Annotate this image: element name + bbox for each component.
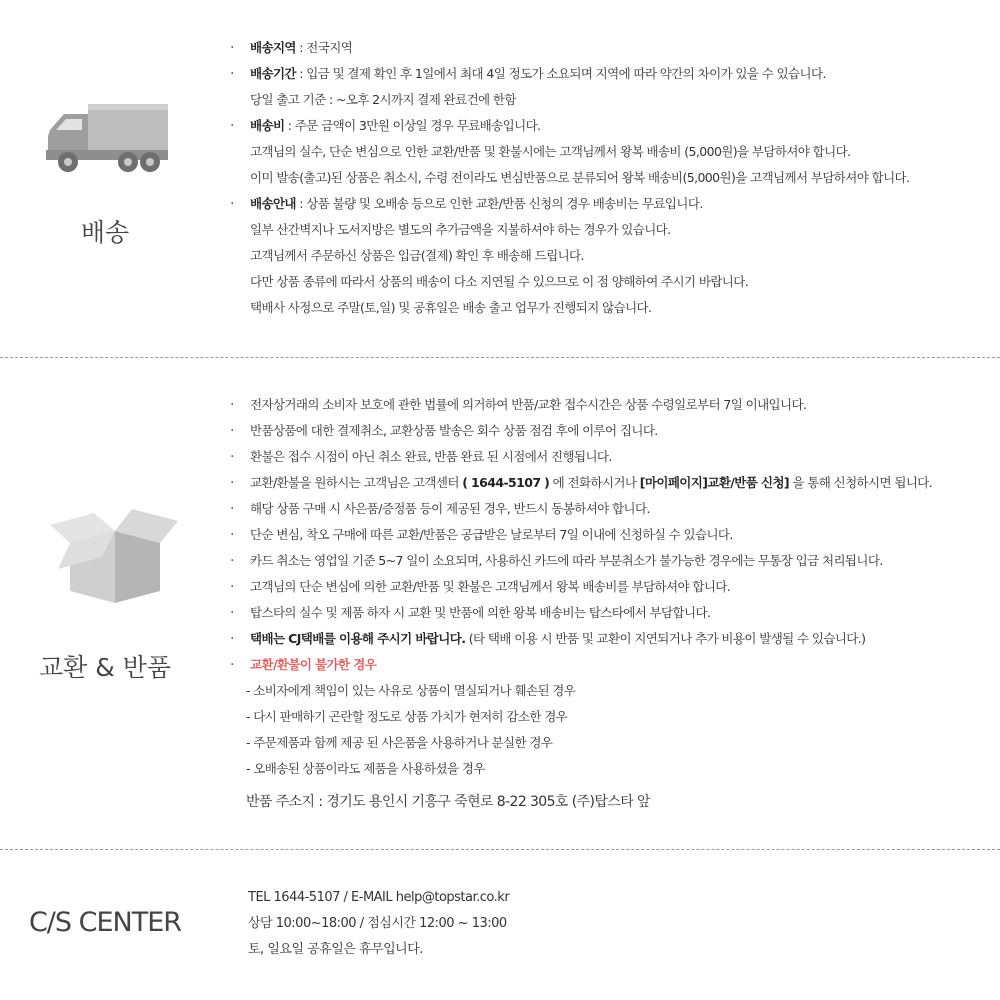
list-item: · 반품상품에 대한 결제취소, 교환상품 발송은 회수 상품 점검 후에 이루어 집니다. [230,418,980,444]
cs-hours: 상담 10:00~18:00 / 점심시간 12:00 ~ 13:00 [248,916,507,931]
list-item: - 주문제품과 함께 제공 된 사은품을 사용하거나 분실한 경우 [246,735,553,750]
cs-info-list [248,885,509,963]
list-item: · 배송안내 : 상품 불량 및 오배송 등으로 인한 교환/반품 신청의 경우 배송비는 무료입니다. [230,191,980,217]
delivery-list [230,35,980,321]
list-item: · 배송비 : 주문 금액이 3만원 이상일 경우 무료배송입니다. [230,113,980,139]
cs-section [0,849,1000,1000]
list-item: · 배송지역 : 전국지역 [230,35,980,61]
list-item: 다만 상품 종류에 따라서 상품의 배송이 다소 지연될 수 있으므로 이 점 양해하여 주시기 바랍니다. [250,274,749,289]
list-item: · 배송기간 : 입금 및 결제 확인 후 1일에서 최대 4일 정도가 소요되며 지역에 따라 약간의 차이가 있을 수 있습니다. [230,61,980,87]
list-item: · 해당 상품 구매 시 사은품/증정품 등이 제공된 경우, 반드시 동봉하셔야 합니다. [230,496,980,522]
section-title: C/S CENTER [28,907,182,938]
list-item-warning: · 교환/환불이 불가한 경우 [230,652,980,678]
list-item: 택배사 사정으로 주말(토,일) 및 공휴일은 배송 출고 업무가 진행되지 않습니다. [250,300,652,315]
cs-contact: TEL 1644-5107 / E-MAIL help@topstar.co.kr [248,890,510,905]
list-item: - 소비자에게 책임이 있는 사유로 상품이 멸실되거나 훼손된 경우 [246,683,576,698]
list-item: · 택배는 CJ택배를 이용해 주시기 바랍니다. (타 택배 이용 시 반품 및 교환이 지연되거나 추가 비용이 발생될 수 있습니다.) [230,626,980,652]
list-item: - 다시 판매하기 곤란할 정도로 상품 가치가 현저히 감소한 경우 [246,709,568,724]
delivery-section [0,0,1000,358]
list-item: 일부 산간벽지나 도서지방은 별도의 추가금액을 지불하셔야 하는 경우가 있습니다. [250,222,671,237]
box-icon [50,503,180,612]
list-item: 고객님께서 주문하신 상품은 입금(결제) 확인 후 배송해 드립니다. [250,248,584,263]
list-item: · 탑스타의 실수 및 제품 하자 시 교환 및 반품에 의한 왕복 배송비는 탑스타에서 부담합니다. [230,600,980,626]
return-address: 반품 주소지 : 경기도 용인시 기흥구 죽현로 8-22 305호 (주)탑스타 앞 [246,794,650,810]
exchange-section [0,358,1000,849]
list-item: · 전자상거래의 소비자 보호에 관한 법률에 의거하여 반품/교환 접수시간은 상품 수령일로부터 7일 이내입니다. [230,392,980,418]
list-item: · 환불은 접수 시점이 아닌 취소 완료, 반품 완료 된 시점에서 진행됩니다. [230,444,980,470]
list-item: - 오배송된 상품이라도 제품을 사용하셨을 경우 [246,761,485,776]
list-item: 당일 출고 기준 : ~오후 2시까지 결제 완료건에 한함 [250,92,516,107]
list-item: 고객님의 실수, 단순 변심으로 인한 교환/반품 및 환불시에는 고객님께서 왕복 배송비 (5,000원)을 부담하셔야 합니다. [250,144,851,159]
list-item: 이미 발송(출고)된 상품은 취소시, 수령 전이라도 변심반품으로 분류되어 왕복 배송비(5,000원)을 고객님께서 부담하셔야 합니다. [250,170,910,185]
section-title: 배송 [80,218,130,247]
cs-holiday: 토, 일요일 공휴일은 휴무입니다. [248,942,423,957]
list-item: · 고객님의 단순 변심에 의한 교환/반품 및 환불은 고객님께서 왕복 배송비를 부담하셔야 합니다. [230,574,980,600]
list-item: · 단순 변심, 착오 구매에 따른 교환/반품은 공급받은 날로부터 7일 이내에 신청하실 수 있습니다. [230,522,980,548]
list-item: · 카드 취소는 영업일 기준 5~7 일이 소요되며, 사용하신 카드에 따라 부분취소가 불가능한 경우에는 무통장 입금 처리됩니다. [230,548,980,574]
truck-icon [42,100,170,184]
section-title: 교환 & 반품 [39,653,171,682]
exchange-list [230,392,980,782]
list-item: · 교환/환불을 원하시는 고객님은 고객센터 ( 1644-5107 ) 에 전화하시거나 [마이페이지]교환/반품 신청] 을 통해 신청하시면 됩니다. [230,470,980,496]
